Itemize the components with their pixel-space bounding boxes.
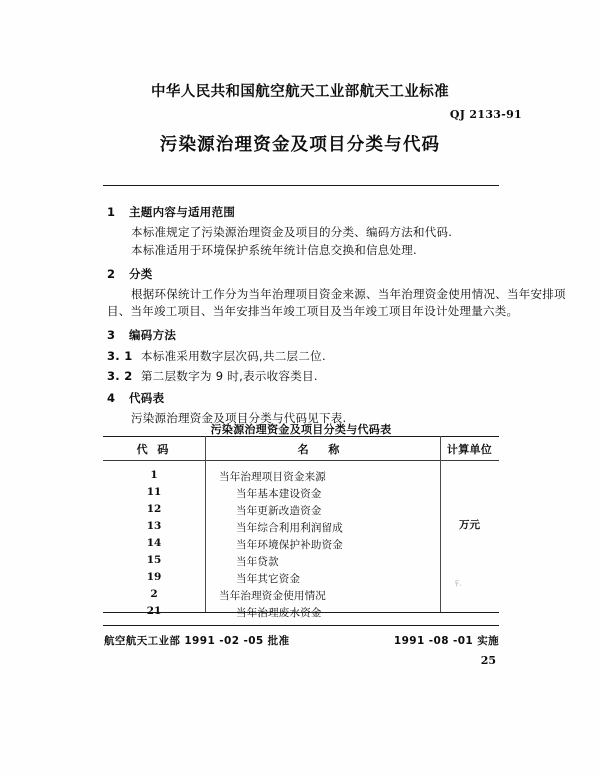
page-title: 污染源治理资金及项目分类与代码 — [159, 135, 441, 155]
table-header-unit: 计算单位 — [446, 443, 493, 456]
table-row: 13 — [146, 520, 162, 532]
section-1-heading — [107, 204, 235, 220]
section-3-2 — [107, 368, 318, 384]
table-row: 15 — [146, 554, 162, 566]
table-row: 当年更新改造资金 — [236, 505, 322, 517]
table-header-name: 名 称 — [297, 443, 348, 456]
table-row: 21 — [146, 605, 162, 617]
table-row: 当年环境保护补助资金 — [236, 539, 343, 551]
table-row: 当年基本建设资金 — [236, 488, 322, 500]
table-row: 1 — [150, 469, 158, 481]
table-row: 14 — [146, 537, 162, 549]
section-2-title: 分类 — [129, 267, 153, 281]
section-2-line-2: 目、当年竣工项目、当年安排当年竣工项目及当年竣工项目年设计处理量六类。 — [107, 304, 519, 318]
section-2-line-1: 根据环保统计工作分为当年治理项目资金来源、当年治理资金使用情况、当年安排项 — [131, 287, 566, 301]
table-row: 当年其它资金 — [236, 573, 301, 585]
section-4-title: 代码表 — [129, 391, 165, 405]
section-3-2-text: 第二层数字为 9 时,表示收容类目. — [141, 369, 318, 383]
table-row: 2 — [150, 588, 158, 600]
table-header-code: 代 码 — [136, 443, 172, 456]
section-3-title: 编码方法 — [129, 328, 177, 342]
table-row: 当年治理废水资金 — [236, 607, 322, 619]
section-2-number: 2 — [107, 267, 116, 281]
table-unit-value: 万元 — [459, 519, 480, 531]
section-1-line-1: 本标准规定了污染源治理资金及项目的分类、编码方法和代码. — [131, 225, 453, 239]
scan-artifact-mark: F. — [454, 578, 464, 589]
section-3-1-text: 本标准采用数字层次码,共二层二位. — [141, 349, 326, 363]
section-3-number: 3 — [107, 328, 116, 342]
section-3-1-number: 3. 1 — [107, 349, 133, 363]
table-row: 19 — [146, 571, 162, 583]
section-3-2-number: 3. 2 — [107, 369, 133, 383]
section-1-line-2: 本标准适用于环境保护系统年统计信息交换和信息处理. — [131, 243, 417, 257]
section-4-heading — [107, 390, 164, 406]
table-row: 11 — [146, 486, 162, 498]
footer-divider — [103, 625, 499, 626]
section-3-1 — [107, 348, 326, 364]
table-row: 当年治理项目资金来源 — [219, 471, 326, 483]
table-row: 当年贷款 — [236, 556, 279, 568]
section-3-heading — [107, 327, 176, 343]
section-2-heading — [107, 266, 153, 282]
page-number: 25 — [480, 654, 496, 667]
approval-statement: 航空航天工业部 1991 -02 -05 批准 — [104, 635, 290, 647]
section-1-number: 1 — [107, 205, 116, 219]
table-caption: 污染源治理资金及项目分类与代码表 — [210, 423, 392, 436]
table-row: 12 — [146, 503, 162, 515]
header-divider — [103, 185, 499, 186]
implementation-statement: 1991 -08 -01 实施 — [393, 635, 499, 647]
table-row: 当年治理资金使用情况 — [219, 590, 326, 602]
table-row: 当年综合利用利润留成 — [236, 522, 343, 534]
section-1-title: 主题内容与适用范围 — [129, 205, 236, 219]
code-table — [103, 436, 499, 619]
section-4-number: 4 — [107, 391, 116, 405]
table-divider-code-name — [205, 436, 206, 612]
standard-organization: 中华人民共和国航空航天工业部航天工业标准 — [151, 84, 449, 100]
standard-number: QJ 2133-91 — [449, 108, 522, 121]
section-4-line-1: 污染源治理资金及项目分类与代码见下表. — [131, 411, 347, 425]
